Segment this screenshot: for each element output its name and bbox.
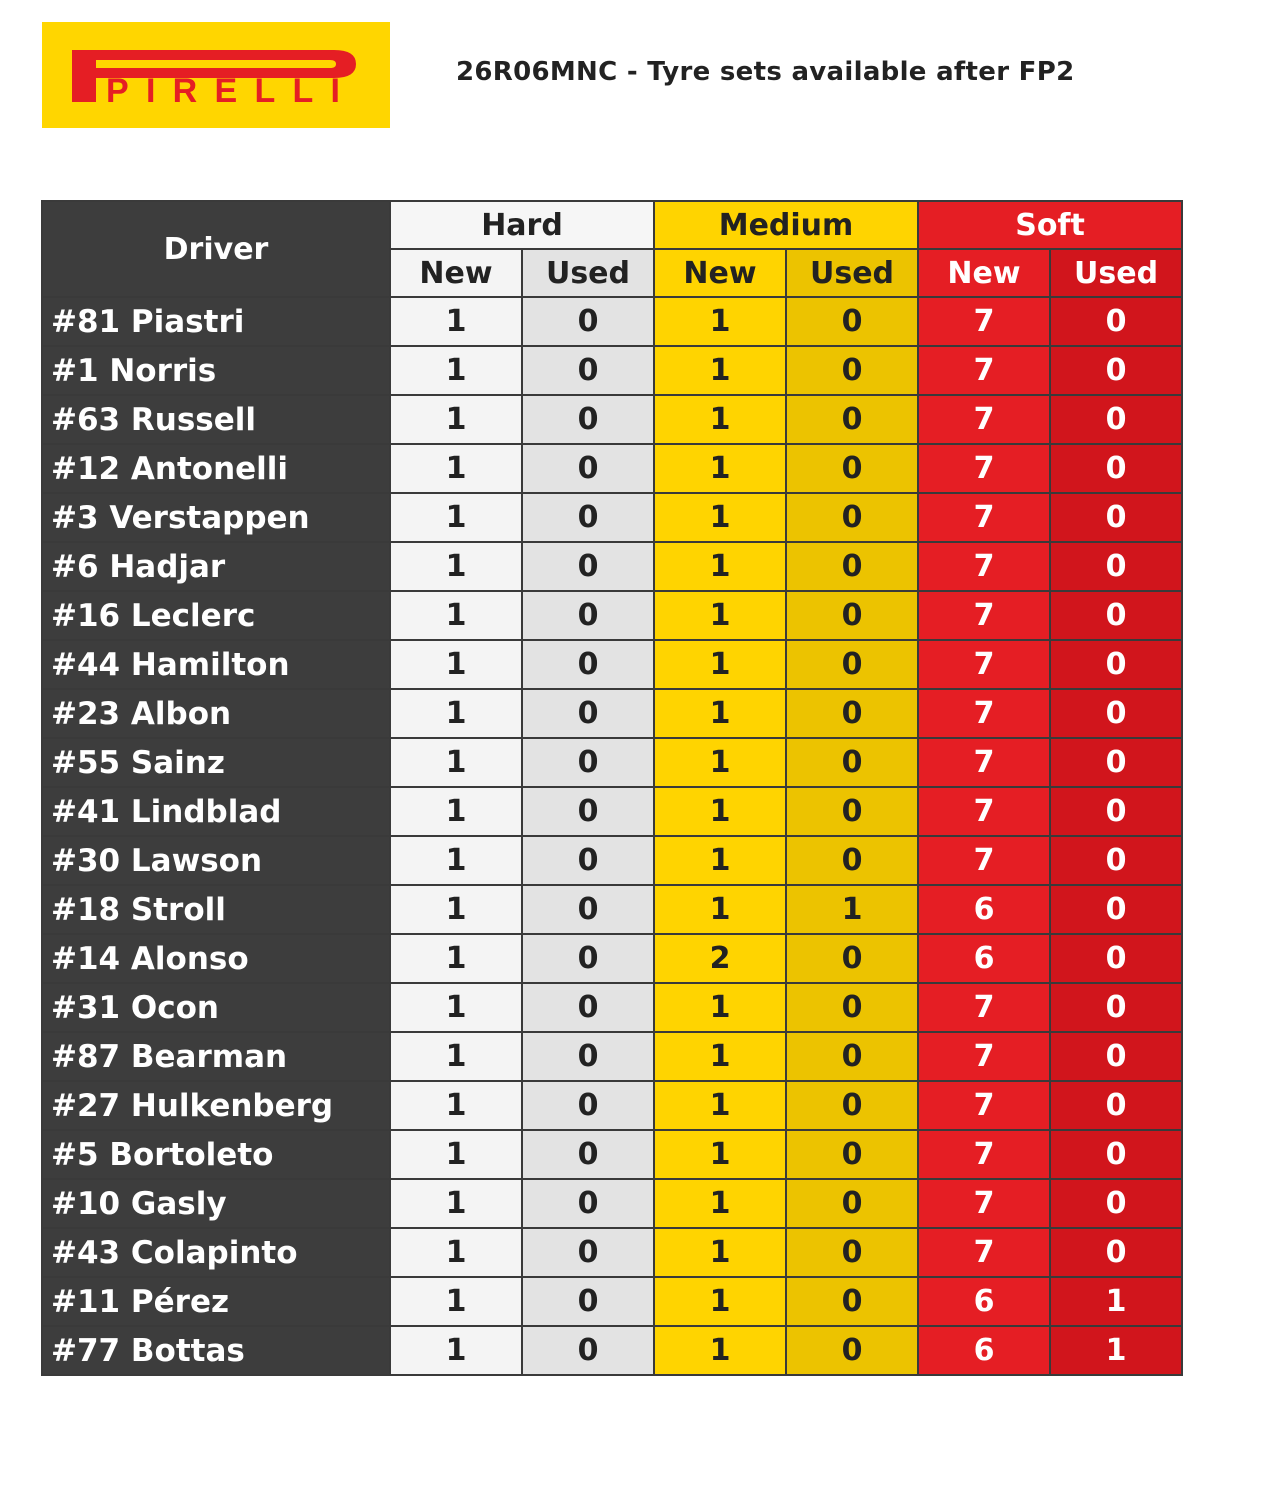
soft-new-cell: 7 xyxy=(918,542,1050,591)
table-row xyxy=(42,738,1182,787)
soft-used-cell: 1 xyxy=(1050,1277,1182,1326)
medium-used-cell: 0 xyxy=(786,640,918,689)
soft-new-cell: 7 xyxy=(918,1130,1050,1179)
soft-used-cell: 0 xyxy=(1050,640,1182,689)
driver-column-header: Driver xyxy=(42,201,390,297)
soft-used-cell: 0 xyxy=(1050,689,1182,738)
table-row xyxy=(42,395,1182,444)
table-row xyxy=(42,787,1182,836)
hard-used-header: Used xyxy=(522,249,654,297)
hard-used-cell: 0 xyxy=(522,934,654,983)
hard-used-cell: 0 xyxy=(522,1326,654,1375)
driver-name-cell: #1 Norris xyxy=(42,346,390,395)
hard-new-cell: 1 xyxy=(390,1081,522,1130)
hard-new-cell: 1 xyxy=(390,689,522,738)
medium-new-cell: 1 xyxy=(654,1081,786,1130)
driver-name-cell: #30 Lawson xyxy=(42,836,390,885)
medium-new-cell: 1 xyxy=(654,1032,786,1081)
driver-name-cell: #77 Bottas xyxy=(42,1326,390,1375)
table-row xyxy=(42,542,1182,591)
soft-new-cell: 7 xyxy=(918,444,1050,493)
table-row xyxy=(42,885,1182,934)
medium-used-cell: 0 xyxy=(786,1326,918,1375)
soft-used-cell: 0 xyxy=(1050,983,1182,1032)
driver-name-cell: #55 Sainz xyxy=(42,738,390,787)
table-row xyxy=(42,836,1182,885)
hard-used-cell: 0 xyxy=(522,787,654,836)
soft-new-cell: 7 xyxy=(918,1179,1050,1228)
driver-name-cell: #81 Piastri xyxy=(42,297,390,346)
medium-new-cell: 1 xyxy=(654,1228,786,1277)
medium-new-cell: 1 xyxy=(654,640,786,689)
driver-name-cell: #23 Albon xyxy=(42,689,390,738)
hard-new-cell: 1 xyxy=(390,346,522,395)
soft-used-cell: 0 xyxy=(1050,1130,1182,1179)
medium-used-cell: 0 xyxy=(786,1277,918,1326)
hard-new-cell: 1 xyxy=(390,1032,522,1081)
hard-new-cell: 1 xyxy=(390,1179,522,1228)
soft-new-cell: 6 xyxy=(918,1277,1050,1326)
pirelli-logo-mark xyxy=(66,40,366,110)
hard-new-cell: 1 xyxy=(390,444,522,493)
table-row xyxy=(42,640,1182,689)
driver-name-cell: #31 Ocon xyxy=(42,983,390,1032)
table-row xyxy=(42,1081,1182,1130)
pirelli-logo xyxy=(42,22,390,128)
driver-name-cell: #3 Verstappen xyxy=(42,493,390,542)
driver-name-cell: #43 Colapinto xyxy=(42,1228,390,1277)
hard-new-cell: 1 xyxy=(390,885,522,934)
medium-used-cell: 0 xyxy=(786,738,918,787)
medium-used-cell: 0 xyxy=(786,836,918,885)
hard-new-cell: 1 xyxy=(390,395,522,444)
medium-new-cell: 1 xyxy=(654,689,786,738)
medium-used-cell: 0 xyxy=(786,934,918,983)
medium-used-cell: 0 xyxy=(786,444,918,493)
soft-used-cell: 0 xyxy=(1050,787,1182,836)
table-row xyxy=(42,1179,1182,1228)
driver-name-cell: #14 Alonso xyxy=(42,934,390,983)
soft-used-cell: 0 xyxy=(1050,346,1182,395)
medium-used-cell: 0 xyxy=(786,983,918,1032)
hard-new-header: New xyxy=(390,249,522,297)
table-row xyxy=(42,493,1182,542)
medium-used-cell: 0 xyxy=(786,493,918,542)
soft-group-header: Soft xyxy=(918,201,1182,249)
tyre-table-body xyxy=(42,297,1182,1375)
medium-used-cell: 0 xyxy=(786,1228,918,1277)
medium-new-cell: 1 xyxy=(654,1326,786,1375)
hard-new-cell: 1 xyxy=(390,1228,522,1277)
logo-wordmark: PIRELLI xyxy=(106,72,346,110)
medium-used-cell: 0 xyxy=(786,1032,918,1081)
soft-used-header: Used xyxy=(1050,249,1182,297)
medium-new-cell: 1 xyxy=(654,346,786,395)
hard-new-cell: 1 xyxy=(390,591,522,640)
medium-new-cell: 1 xyxy=(654,493,786,542)
hard-used-cell: 0 xyxy=(522,542,654,591)
medium-used-cell: 0 xyxy=(786,787,918,836)
medium-new-cell: 1 xyxy=(654,787,786,836)
soft-new-cell: 7 xyxy=(918,1032,1050,1081)
hard-used-cell: 0 xyxy=(522,493,654,542)
soft-new-cell: 7 xyxy=(918,689,1050,738)
hard-new-cell: 1 xyxy=(390,297,522,346)
soft-new-cell: 7 xyxy=(918,983,1050,1032)
hard-used-cell: 0 xyxy=(522,738,654,787)
table-row xyxy=(42,1326,1182,1375)
soft-new-cell: 7 xyxy=(918,493,1050,542)
driver-name-cell: #27 Hulkenberg xyxy=(42,1081,390,1130)
medium-new-cell: 1 xyxy=(654,591,786,640)
soft-used-cell: 0 xyxy=(1050,885,1182,934)
hard-used-cell: 0 xyxy=(522,297,654,346)
soft-new-header: New xyxy=(918,249,1050,297)
table-row xyxy=(42,689,1182,738)
medium-used-cell: 0 xyxy=(786,1179,918,1228)
hard-used-cell: 0 xyxy=(522,1032,654,1081)
soft-used-cell: 0 xyxy=(1050,591,1182,640)
table-row xyxy=(42,444,1182,493)
hard-new-cell: 1 xyxy=(390,542,522,591)
soft-new-cell: 6 xyxy=(918,1326,1050,1375)
table-row xyxy=(42,297,1182,346)
hard-used-cell: 0 xyxy=(522,591,654,640)
hard-new-cell: 1 xyxy=(390,983,522,1032)
hard-used-cell: 0 xyxy=(522,1277,654,1326)
hard-new-cell: 1 xyxy=(390,640,522,689)
hard-used-cell: 0 xyxy=(522,836,654,885)
medium-used-cell: 1 xyxy=(786,885,918,934)
soft-used-cell: 0 xyxy=(1050,542,1182,591)
soft-new-cell: 6 xyxy=(918,934,1050,983)
soft-new-cell: 7 xyxy=(918,395,1050,444)
hard-new-cell: 1 xyxy=(390,738,522,787)
hard-used-cell: 0 xyxy=(522,1179,654,1228)
soft-used-cell: 1 xyxy=(1050,1326,1182,1375)
medium-used-cell: 0 xyxy=(786,689,918,738)
hard-new-cell: 1 xyxy=(390,836,522,885)
medium-new-cell: 1 xyxy=(654,836,786,885)
medium-group-header: Medium xyxy=(654,201,918,249)
hard-used-cell: 0 xyxy=(522,983,654,1032)
hard-used-cell: 0 xyxy=(522,1228,654,1277)
soft-used-cell: 0 xyxy=(1050,493,1182,542)
medium-new-cell: 1 xyxy=(654,738,786,787)
medium-used-header: Used xyxy=(786,249,918,297)
table-row xyxy=(42,346,1182,395)
soft-new-cell: 6 xyxy=(918,885,1050,934)
soft-new-cell: 7 xyxy=(918,787,1050,836)
medium-new-cell: 1 xyxy=(654,297,786,346)
hard-new-cell: 1 xyxy=(390,1326,522,1375)
medium-used-cell: 0 xyxy=(786,1130,918,1179)
medium-new-cell: 1 xyxy=(654,1130,786,1179)
hard-used-cell: 0 xyxy=(522,346,654,395)
medium-new-cell: 1 xyxy=(654,885,786,934)
table-row xyxy=(42,1228,1182,1277)
soft-new-cell: 7 xyxy=(918,1228,1050,1277)
table-row xyxy=(42,1277,1182,1326)
soft-used-cell: 0 xyxy=(1050,738,1182,787)
table-row xyxy=(42,1032,1182,1081)
hard-new-cell: 1 xyxy=(390,1277,522,1326)
medium-new-cell: 1 xyxy=(654,983,786,1032)
medium-used-cell: 0 xyxy=(786,346,918,395)
soft-used-cell: 0 xyxy=(1050,297,1182,346)
hard-group-header: Hard xyxy=(390,201,654,249)
soft-new-cell: 7 xyxy=(918,640,1050,689)
hard-used-cell: 0 xyxy=(522,1081,654,1130)
driver-name-cell: #41 Lindblad xyxy=(42,787,390,836)
medium-new-cell: 2 xyxy=(654,934,786,983)
driver-name-cell: #44 Hamilton xyxy=(42,640,390,689)
soft-new-cell: 7 xyxy=(918,346,1050,395)
soft-new-cell: 7 xyxy=(918,836,1050,885)
driver-name-cell: #87 Bearman xyxy=(42,1032,390,1081)
driver-name-cell: #12 Antonelli xyxy=(42,444,390,493)
soft-used-cell: 0 xyxy=(1050,1032,1182,1081)
soft-new-cell: 7 xyxy=(918,1081,1050,1130)
soft-new-cell: 7 xyxy=(918,591,1050,640)
driver-name-cell: #16 Leclerc xyxy=(42,591,390,640)
tyre-sets-table xyxy=(41,200,1183,1376)
medium-used-cell: 0 xyxy=(786,297,918,346)
soft-used-cell: 0 xyxy=(1050,836,1182,885)
hard-new-cell: 1 xyxy=(390,1130,522,1179)
medium-new-cell: 1 xyxy=(654,542,786,591)
driver-name-cell: #5 Bortoleto xyxy=(42,1130,390,1179)
hard-used-cell: 0 xyxy=(522,444,654,493)
soft-used-cell: 0 xyxy=(1050,1228,1182,1277)
medium-used-cell: 0 xyxy=(786,591,918,640)
driver-name-cell: #11 Pérez xyxy=(42,1277,390,1326)
medium-used-cell: 0 xyxy=(786,542,918,591)
medium-new-cell: 1 xyxy=(654,1277,786,1326)
hard-new-cell: 1 xyxy=(390,493,522,542)
hard-new-cell: 1 xyxy=(390,787,522,836)
medium-new-cell: 1 xyxy=(654,444,786,493)
hard-used-cell: 0 xyxy=(522,885,654,934)
table-row xyxy=(42,591,1182,640)
soft-new-cell: 7 xyxy=(918,738,1050,787)
soft-new-cell: 7 xyxy=(918,297,1050,346)
table-row xyxy=(42,1130,1182,1179)
medium-new-cell: 1 xyxy=(654,395,786,444)
hard-used-cell: 0 xyxy=(522,689,654,738)
hard-new-cell: 1 xyxy=(390,934,522,983)
medium-new-header: New xyxy=(654,249,786,297)
soft-used-cell: 0 xyxy=(1050,1179,1182,1228)
page-title: 26R06MNC - Tyre sets available after FP2 xyxy=(456,57,1075,87)
medium-used-cell: 0 xyxy=(786,395,918,444)
driver-name-cell: #63 Russell xyxy=(42,395,390,444)
driver-name-cell: #6 Hadjar xyxy=(42,542,390,591)
soft-used-cell: 0 xyxy=(1050,934,1182,983)
driver-name-cell: #18 Stroll xyxy=(42,885,390,934)
soft-used-cell: 0 xyxy=(1050,395,1182,444)
soft-used-cell: 0 xyxy=(1050,444,1182,493)
hard-used-cell: 0 xyxy=(522,640,654,689)
driver-name-cell: #10 Gasly xyxy=(42,1179,390,1228)
medium-used-cell: 0 xyxy=(786,1081,918,1130)
table-row xyxy=(42,983,1182,1032)
hard-used-cell: 0 xyxy=(522,1130,654,1179)
table-row xyxy=(42,934,1182,983)
soft-used-cell: 0 xyxy=(1050,1081,1182,1130)
medium-new-cell: 1 xyxy=(654,1179,786,1228)
hard-used-cell: 0 xyxy=(522,395,654,444)
